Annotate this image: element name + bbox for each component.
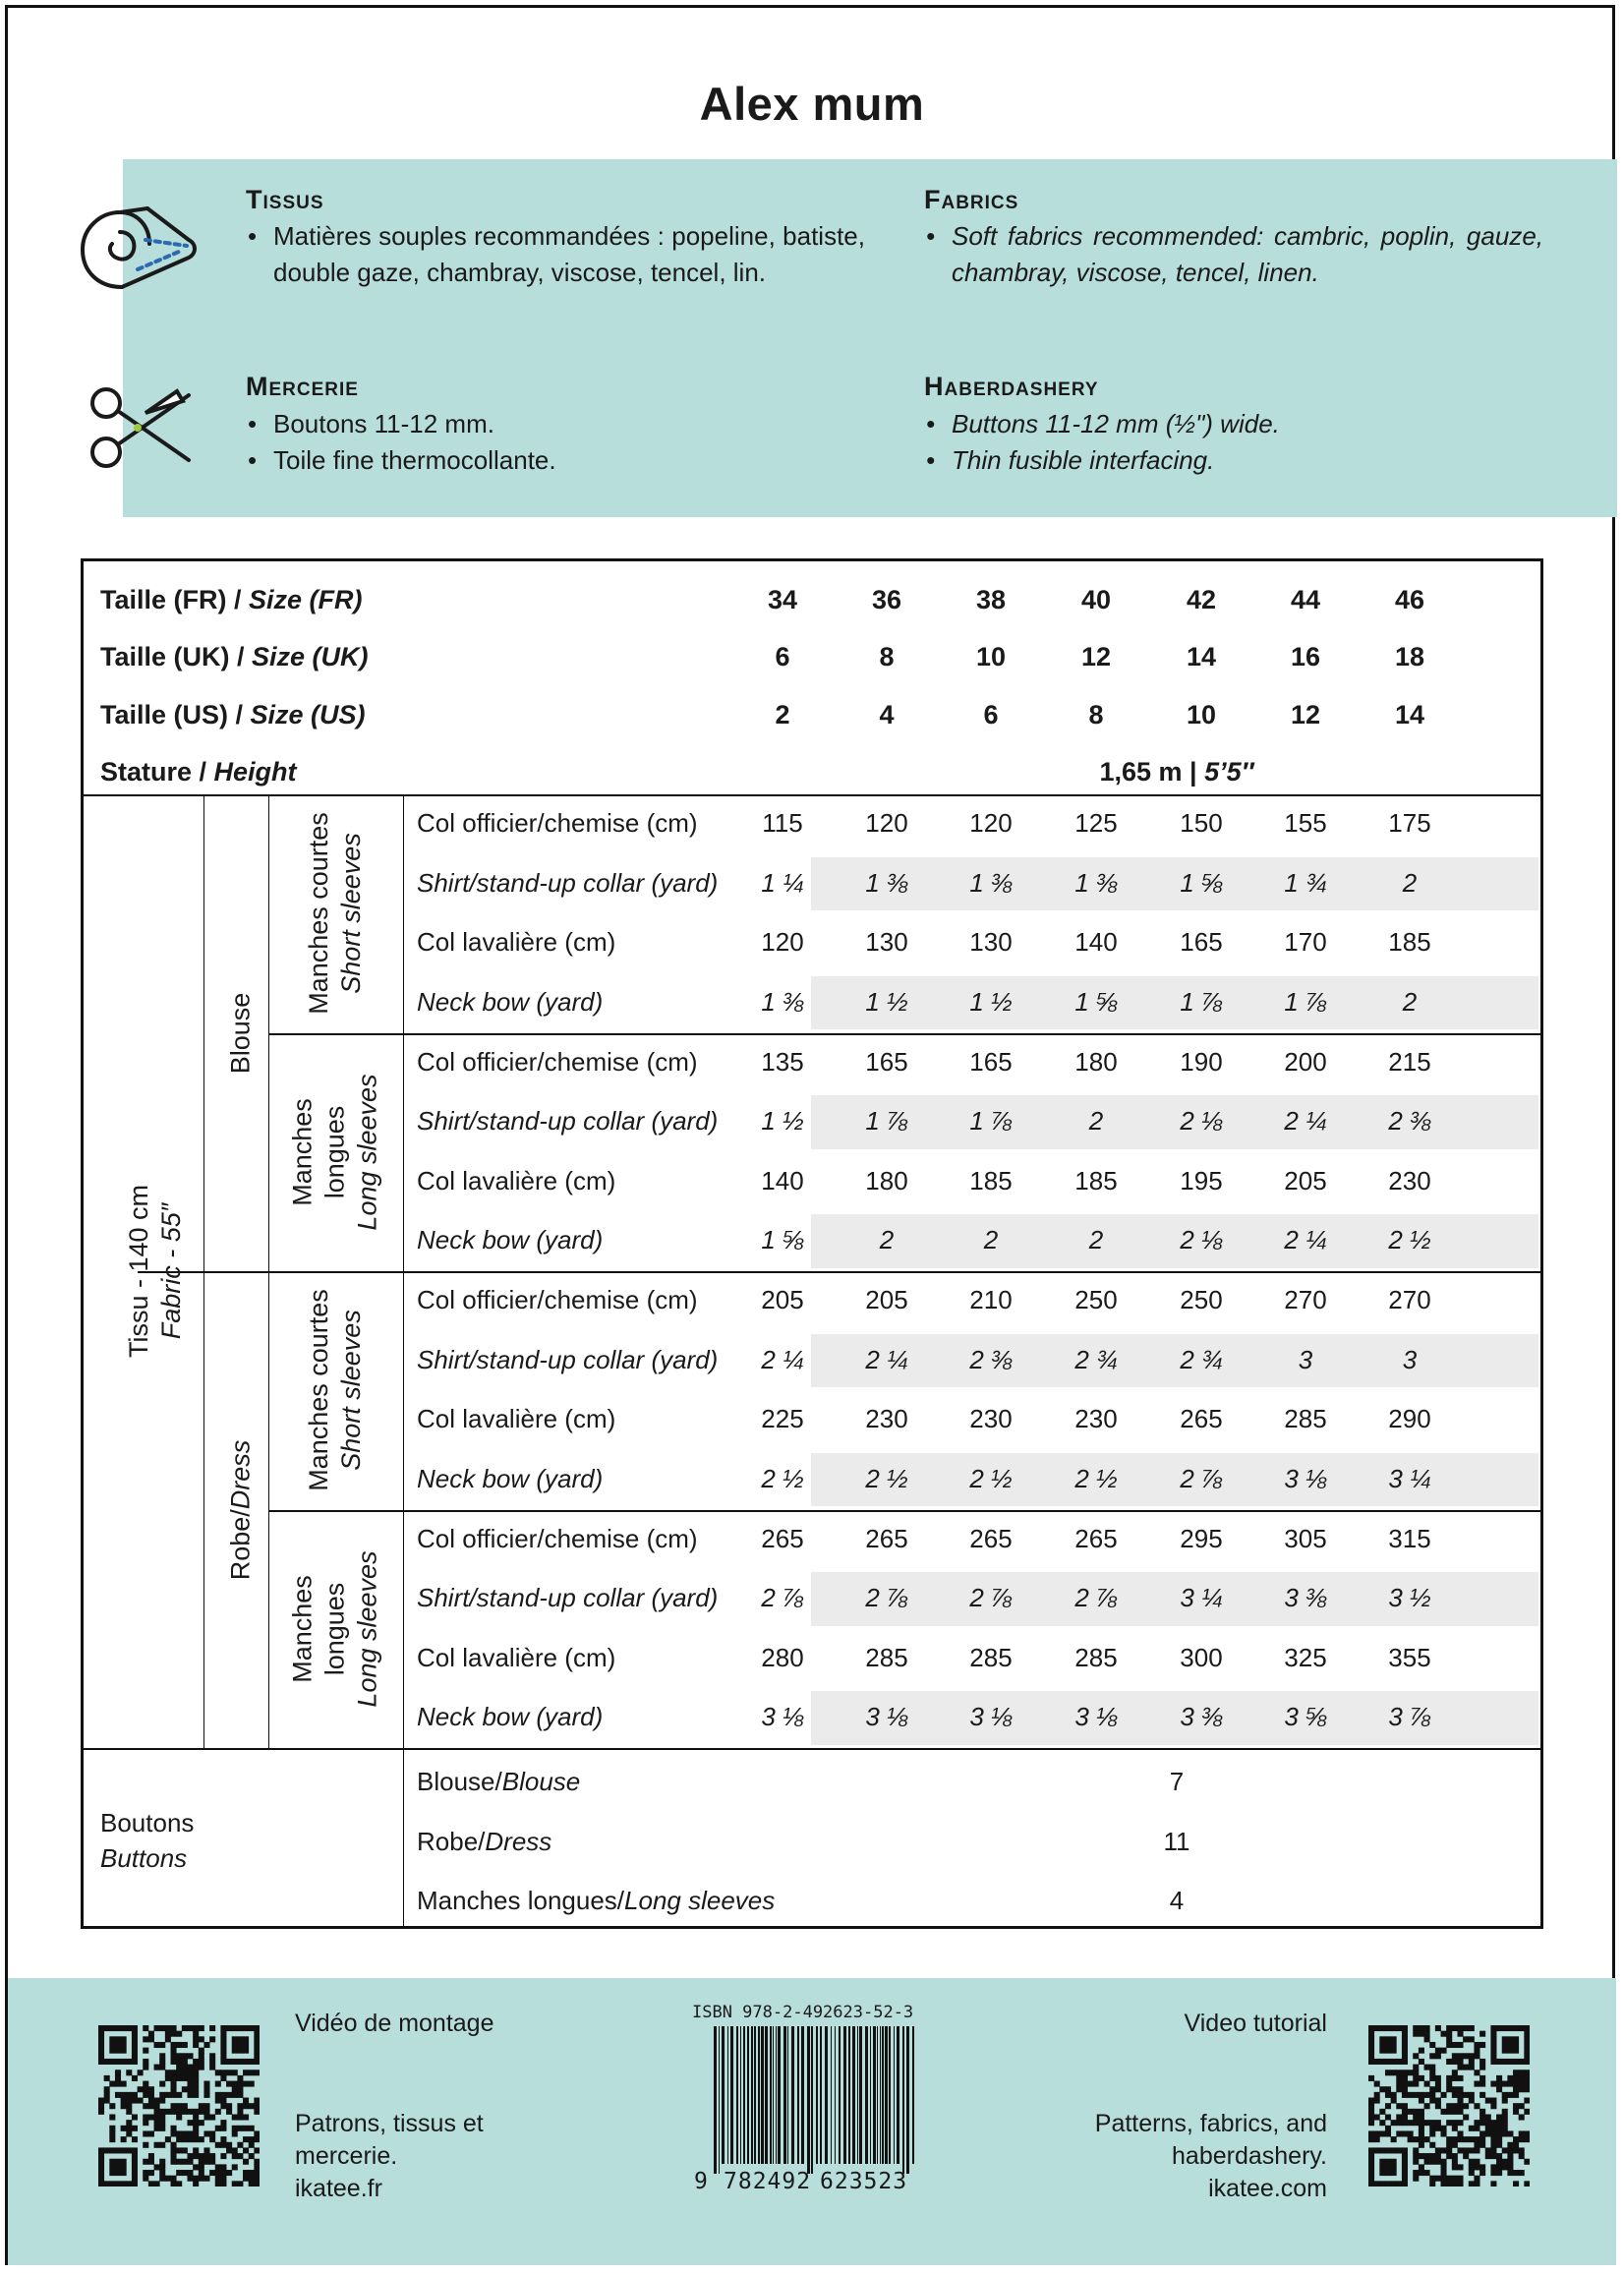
- height-label-fr: Stature /: [100, 757, 214, 787]
- row-label: Col officier/chemise (cm): [417, 808, 698, 838]
- shop-line-fr-2: mercerie.: [295, 2142, 398, 2170]
- size-value: 8: [1088, 700, 1104, 729]
- fabric-amount: 195: [1180, 1165, 1223, 1195]
- row-label: Shirt/stand-up collar (yard): [417, 1583, 719, 1613]
- size-value: 4: [879, 700, 895, 729]
- qr-code-left-icon: [98, 2025, 260, 2187]
- notions-list-en: [924, 406, 1543, 479]
- fabric-amount: 2: [879, 1225, 895, 1255]
- fabrics-list-en: [924, 218, 1543, 291]
- row-label: Col lavalière (cm): [417, 1642, 616, 1672]
- fabrics-list-fr: [246, 218, 865, 291]
- fabric-amount: 3 ⅛: [969, 1702, 1013, 1732]
- fabric-amount: 1 ½: [761, 1106, 804, 1137]
- fabric-amount: 1 ⅜: [865, 867, 908, 898]
- scissors-icon: [87, 383, 195, 472]
- fabric-amount: 2 ½: [1074, 1463, 1118, 1493]
- fabric-amount: 265: [761, 1523, 804, 1553]
- buttons-row-fr: Robe/: [417, 1827, 486, 1856]
- fabric-amount: 140: [1074, 927, 1118, 958]
- fabric-amount: 190: [1180, 1046, 1223, 1077]
- row-label: Col lavalière (cm): [417, 1404, 616, 1434]
- buttons-row-en: Blouse: [501, 1767, 581, 1796]
- sleeve-label-fr: Manches courtes: [304, 812, 333, 1016]
- sleeve-label-en: Long sleeves: [352, 1550, 382, 1708]
- height-label: [100, 757, 297, 787]
- fabric-amount: 270: [1284, 1285, 1327, 1314]
- height-value-metric: 1,65 m |: [1099, 757, 1205, 787]
- fabric-amount: 2 ¼: [761, 1344, 804, 1374]
- notions-item-fr: • Toile fine thermocollante.: [246, 442, 865, 479]
- buttons-row-label: [417, 1767, 580, 1797]
- fabric-amount: 300: [1180, 1642, 1223, 1672]
- shaded-row: [811, 1334, 1538, 1388]
- fabric-amount: 1 ⅜: [761, 986, 804, 1017]
- fabric-amount: 1 ½: [969, 986, 1013, 1017]
- size-value: 46: [1394, 585, 1425, 614]
- buttons-row-label: [417, 1886, 775, 1916]
- fabric-amount: 2 ¼: [1284, 1106, 1327, 1137]
- fabric-amount: 265: [1074, 1523, 1118, 1553]
- fabric-amount: 200: [1284, 1046, 1327, 1077]
- fabric-amount: 180: [865, 1165, 908, 1195]
- size-row-label: [100, 585, 363, 615]
- notions-heading-en: Haberdashery: [924, 372, 1099, 401]
- fabric-requirements-table: [81, 558, 1543, 1929]
- fabric-amount: 3 ⅞: [1388, 1702, 1431, 1732]
- video-label-en: Video tutorial: [1184, 2010, 1327, 2037]
- fabric-amount: 290: [1388, 1404, 1431, 1434]
- fabric-amount: 295: [1180, 1523, 1223, 1553]
- fabric-width-fr: Tissu - 140 cm: [124, 1184, 153, 1359]
- fabric-amount: 305: [1284, 1523, 1327, 1553]
- barcode-digits-right: 623523: [820, 2169, 908, 2194]
- fabric-amount: 2: [1402, 867, 1418, 898]
- height-value: [1099, 757, 1253, 787]
- row-label: Neck bow (yard): [417, 986, 604, 1017]
- fabric-amount: 2: [1088, 1225, 1104, 1255]
- notions-item-en: • Buttons 11-12 mm (½") wide.: [924, 406, 1543, 442]
- fabric-amount: 150: [1180, 808, 1223, 838]
- size-label-en: Size (US): [250, 700, 366, 729]
- fabric-amount: 230: [1388, 1165, 1431, 1195]
- size-value: 6: [775, 642, 790, 671]
- fabric-amount: 2 ⅛: [1180, 1106, 1223, 1137]
- fabric-roll-icon: [79, 201, 201, 295]
- shop-line-fr-1: Patrons, tissus et: [295, 2110, 484, 2137]
- notions-item-fr: • Boutons 11-12 mm.: [246, 406, 865, 442]
- size-label-en: Size (UK): [252, 642, 369, 671]
- fabric-amount: 3 ⅛: [1074, 1702, 1118, 1732]
- row-label: Col lavalière (cm): [417, 1165, 616, 1195]
- barcode-digits-left: 782492: [724, 2169, 812, 2194]
- fabric-amount: 280: [761, 1642, 804, 1672]
- fabric-amount: 115: [762, 808, 803, 838]
- fabric-amount: 1 ⅝: [1180, 867, 1223, 898]
- shop-url-en[interactable]: ikatee.com: [1208, 2175, 1327, 2202]
- fabric-amount: 2 ¾: [1074, 1344, 1118, 1374]
- fabric-amount: 3 ⅛: [1284, 1463, 1327, 1493]
- shop-url-fr[interactable]: ikatee.fr: [295, 2175, 382, 2202]
- fabric-amount: 2 ⅞: [865, 1583, 908, 1613]
- size-value: 36: [871, 585, 902, 614]
- height-value-imperial: 5’5″: [1204, 757, 1254, 787]
- isbn-label: ISBN 978-2-492623-52-3: [692, 2003, 914, 2022]
- notions-list-fr: [246, 406, 865, 479]
- row-label: Col officier/chemise (cm): [417, 1285, 698, 1314]
- fabric-amount: 2: [1402, 986, 1418, 1017]
- sleeve-type-label: [287, 1550, 384, 1707]
- fabric-amount: 170: [1284, 927, 1327, 958]
- fabric-amount: 2 ¾: [1180, 1344, 1223, 1374]
- size-value: 10: [1186, 700, 1217, 729]
- fabric-amount: 2 ½: [865, 1463, 908, 1493]
- fabrics-heading-fr: Tissus: [246, 185, 324, 214]
- fabric-amount: 120: [761, 927, 804, 958]
- fabric-amount: 285: [969, 1642, 1013, 1672]
- fabric-amount: 2 ⅞: [761, 1583, 804, 1613]
- buttons-row-en: Dress: [485, 1827, 552, 1856]
- fabric-amount: 175: [1388, 808, 1431, 838]
- fabric-amount: 140: [761, 1165, 804, 1195]
- barcode-digit-lead: 9: [694, 2169, 708, 2194]
- fabric-amount: 3 ¼: [1388, 1463, 1431, 1493]
- size-value: 42: [1186, 585, 1217, 614]
- fabric-amount: 2 ¼: [865, 1344, 908, 1374]
- fabric-width-en: Fabric - 55″: [156, 1202, 186, 1340]
- fabric-amount: 185: [969, 1165, 1013, 1195]
- buttons-row-label: [417, 1827, 551, 1857]
- fabric-amount: 2: [1088, 1106, 1104, 1137]
- fabric-width-label: [123, 1185, 188, 1358]
- size-value: 18: [1394, 642, 1425, 671]
- fabric-amount: 1 ¼: [761, 867, 804, 898]
- group-divider: [268, 1033, 1540, 1035]
- garment-label-dress: [225, 1439, 258, 1580]
- fabric-amount: 130: [969, 927, 1013, 958]
- fabrics-item-en: • Soft fabrics recommended: cambric, poplin, gauze, chambray, viscose, tencel, linen.: [924, 218, 1543, 291]
- fabric-amount: 270: [1388, 1285, 1431, 1314]
- garment-label-fr: Robe/: [225, 1508, 256, 1580]
- fabric-amount: 215: [1388, 1046, 1431, 1077]
- shop-line-en-1: Patterns, fabrics, and: [1094, 2110, 1327, 2137]
- size-value: 14: [1394, 700, 1425, 729]
- fabric-amount: 3 ⅛: [761, 1702, 804, 1732]
- fabric-amount: 1 ¾: [1284, 867, 1327, 898]
- video-label-fr: Vidéo de montage: [295, 2010, 494, 2037]
- group-divider: [268, 1510, 1540, 1512]
- table-divider: [84, 1748, 1540, 1750]
- fabric-amount: 285: [1074, 1642, 1118, 1672]
- buttons-label-en: Buttons: [100, 1843, 188, 1873]
- fabric-amount: 285: [1284, 1404, 1327, 1434]
- qr-code-right-icon: [1368, 2025, 1530, 2187]
- size-label-en: Size (FR): [249, 585, 363, 614]
- height-label-en: Height: [213, 757, 297, 787]
- row-label: Shirt/stand-up collar (yard): [417, 867, 719, 898]
- notions-heading-fr: Mercerie: [246, 372, 359, 401]
- column-divider: [203, 794, 204, 1748]
- fabric-amount: 2 ⅛: [1180, 1225, 1223, 1255]
- fabric-amount: 230: [1074, 1404, 1118, 1434]
- fabric-amount: 1 ½: [865, 986, 908, 1017]
- fabric-amount: 130: [865, 927, 908, 958]
- fabric-amount: 205: [865, 1285, 908, 1314]
- fabric-amount: 180: [1074, 1046, 1118, 1077]
- row-label: Neck bow (yard): [417, 1463, 604, 1493]
- size-value: 12: [1080, 642, 1112, 671]
- fabric-amount: 185: [1388, 927, 1431, 958]
- fabrics-heading-en: Fabrics: [924, 185, 1019, 214]
- fabric-amount: 1 ⅞: [969, 1106, 1013, 1137]
- notions-item-en: • Thin fusible interfacing.: [924, 442, 1543, 479]
- fabric-amount: 1 ⅝: [1074, 986, 1118, 1017]
- size-value: 38: [975, 585, 1007, 614]
- table-divider: [84, 794, 1540, 796]
- buttons-row-fr: Blouse/: [417, 1767, 502, 1796]
- fabric-amount: 1 ⅜: [1074, 867, 1118, 898]
- fabric-amount: 1 ⅞: [1180, 986, 1223, 1017]
- fabric-amount: 250: [1180, 1285, 1223, 1314]
- fabric-amount: 210: [969, 1285, 1013, 1314]
- fabric-amount: 120: [865, 808, 908, 838]
- buttons-label-fr: Boutons: [100, 1808, 195, 1837]
- sleeve-label-fr: Manches courtes: [304, 1289, 333, 1492]
- fabric-amount: 1 ⅞: [865, 1106, 908, 1137]
- barcode-icon: [714, 2026, 920, 2184]
- buttons-count: 4: [1169, 1886, 1185, 1915]
- size-value: 34: [767, 585, 798, 614]
- fabric-amount: 1 ⅝: [761, 1225, 804, 1255]
- fabric-amount: 2 ⅞: [969, 1583, 1013, 1613]
- size-value: 8: [879, 642, 895, 671]
- fabric-amount: 3 ¼: [1180, 1583, 1223, 1613]
- size-label-fr: Taille (US) /: [100, 700, 251, 729]
- fabric-amount: 325: [1284, 1642, 1327, 1672]
- fabric-amount: 1 ⅜: [969, 867, 1013, 898]
- fabric-amount: 355: [1388, 1642, 1431, 1672]
- fabric-amount: 3 ⅜: [1284, 1583, 1327, 1613]
- fabric-amount: 3 ½: [1388, 1583, 1431, 1613]
- row-label: Neck bow (yard): [417, 1702, 604, 1732]
- sleeve-label-fr: Manches: [287, 1574, 318, 1683]
- fabric-amount: 225: [761, 1404, 804, 1434]
- fabric-amount: 1 ⅞: [1284, 986, 1327, 1017]
- buttons-count: 11: [1163, 1827, 1190, 1856]
- size-row-label: [100, 700, 366, 730]
- fabric-amount: 2 ⅞: [1180, 1463, 1223, 1493]
- group-divider: [268, 1271, 1540, 1273]
- sleeve-label-en: Short sleeves: [336, 1310, 366, 1472]
- fabric-amount: 135: [761, 1046, 804, 1077]
- row-label: Col officier/chemise (cm): [417, 1523, 698, 1553]
- fabric-amount: 285: [865, 1642, 908, 1672]
- fabric-amount: 185: [1074, 1165, 1118, 1195]
- column-divider: [268, 794, 269, 1748]
- fabric-amount: 230: [865, 1404, 908, 1434]
- size-value: 6: [983, 700, 999, 729]
- garment-label-blouse: Blouse: [225, 992, 256, 1074]
- size-value: 14: [1186, 642, 1217, 671]
- fabric-amount: 3: [1298, 1344, 1313, 1374]
- fabric-amount: 250: [1074, 1285, 1118, 1314]
- shaded-row: [811, 857, 1538, 911]
- row-label: Shirt/stand-up collar (yard): [417, 1106, 719, 1137]
- fabric-amount: 155: [1284, 808, 1327, 838]
- size-label-fr: Taille (FR) /: [100, 585, 250, 614]
- fabric-amount: 2 ½: [761, 1463, 804, 1493]
- fabric-amount: 2 ⅞: [1074, 1583, 1118, 1613]
- fabric-amount: 205: [1284, 1165, 1327, 1195]
- fabric-amount: 315: [1388, 1523, 1431, 1553]
- fabric-amount: 165: [969, 1046, 1013, 1077]
- fabric-amount: 2 ⅜: [969, 1344, 1013, 1374]
- size-value: 40: [1080, 585, 1112, 614]
- fabric-amount: 265: [865, 1523, 908, 1553]
- fabric-amount: 120: [969, 808, 1013, 838]
- sleeve-type-label: [287, 1074, 384, 1230]
- fabric-amount: 125: [1074, 808, 1118, 838]
- shaded-row: [811, 976, 1538, 1030]
- column-divider: [403, 794, 404, 1929]
- fabric-amount: 230: [969, 1404, 1013, 1434]
- row-label: Neck bow (yard): [417, 1225, 604, 1255]
- fabrics-item-fr: • Matières souples recommandées : popeline, batiste, double gaze, chambray, viscose, tencel, lin.: [246, 218, 865, 291]
- buttons-row-en: Long sleeves: [624, 1886, 776, 1915]
- fabric-amount: 2 ½: [969, 1463, 1013, 1493]
- page-title: Alex mum: [699, 78, 925, 130]
- sleeve-label-en: Long sleeves: [352, 1074, 382, 1231]
- row-label: Col lavalière (cm): [417, 927, 616, 958]
- fabric-amount: 3 ⅜: [1180, 1702, 1223, 1732]
- fabric-amount: 3 ⅛: [865, 1702, 908, 1732]
- fabric-amount: 165: [1180, 927, 1223, 958]
- sleeve-label-en: Short sleeves: [336, 833, 366, 995]
- fabric-amount: 265: [969, 1523, 1013, 1553]
- fabric-amount: 205: [761, 1285, 804, 1314]
- fabric-amount: 3: [1402, 1344, 1418, 1374]
- size-value: 2: [775, 700, 790, 729]
- size-label-fr: Taille (UK) /: [100, 642, 253, 671]
- sleeve-label-fr: Manches: [287, 1097, 318, 1206]
- buttons-count: 7: [1169, 1767, 1185, 1796]
- shop-line-en-2: haberdashery.: [1172, 2142, 1327, 2170]
- size-value: 16: [1290, 642, 1321, 671]
- fabric-amount: 2 ½: [1388, 1225, 1431, 1255]
- size-row-label: [100, 642, 369, 672]
- size-value: 44: [1290, 585, 1321, 614]
- sleeve-type-label: [303, 812, 368, 1015]
- row-label: Col officier/chemise (cm): [417, 1046, 698, 1077]
- fabric-amount: 2: [983, 1225, 999, 1255]
- sleeve-label-fr: longues: [319, 1582, 350, 1676]
- sleeve-type-label: [303, 1289, 368, 1491]
- fabric-amount: 265: [1180, 1404, 1223, 1434]
- garment-label-en: Dress: [225, 1439, 256, 1509]
- fabric-amount: 3 ⅝: [1284, 1702, 1327, 1732]
- buttons-row-fr: Manches longues/: [417, 1886, 625, 1915]
- sleeve-label-fr: longues: [319, 1105, 350, 1199]
- fabric-amount: 2 ⅜: [1388, 1106, 1431, 1137]
- size-value: 10: [975, 642, 1007, 671]
- row-label: Shirt/stand-up collar (yard): [417, 1344, 719, 1374]
- fabric-amount: 2 ¼: [1284, 1225, 1327, 1255]
- fabric-amount: 165: [865, 1046, 908, 1077]
- size-value: 12: [1290, 700, 1321, 729]
